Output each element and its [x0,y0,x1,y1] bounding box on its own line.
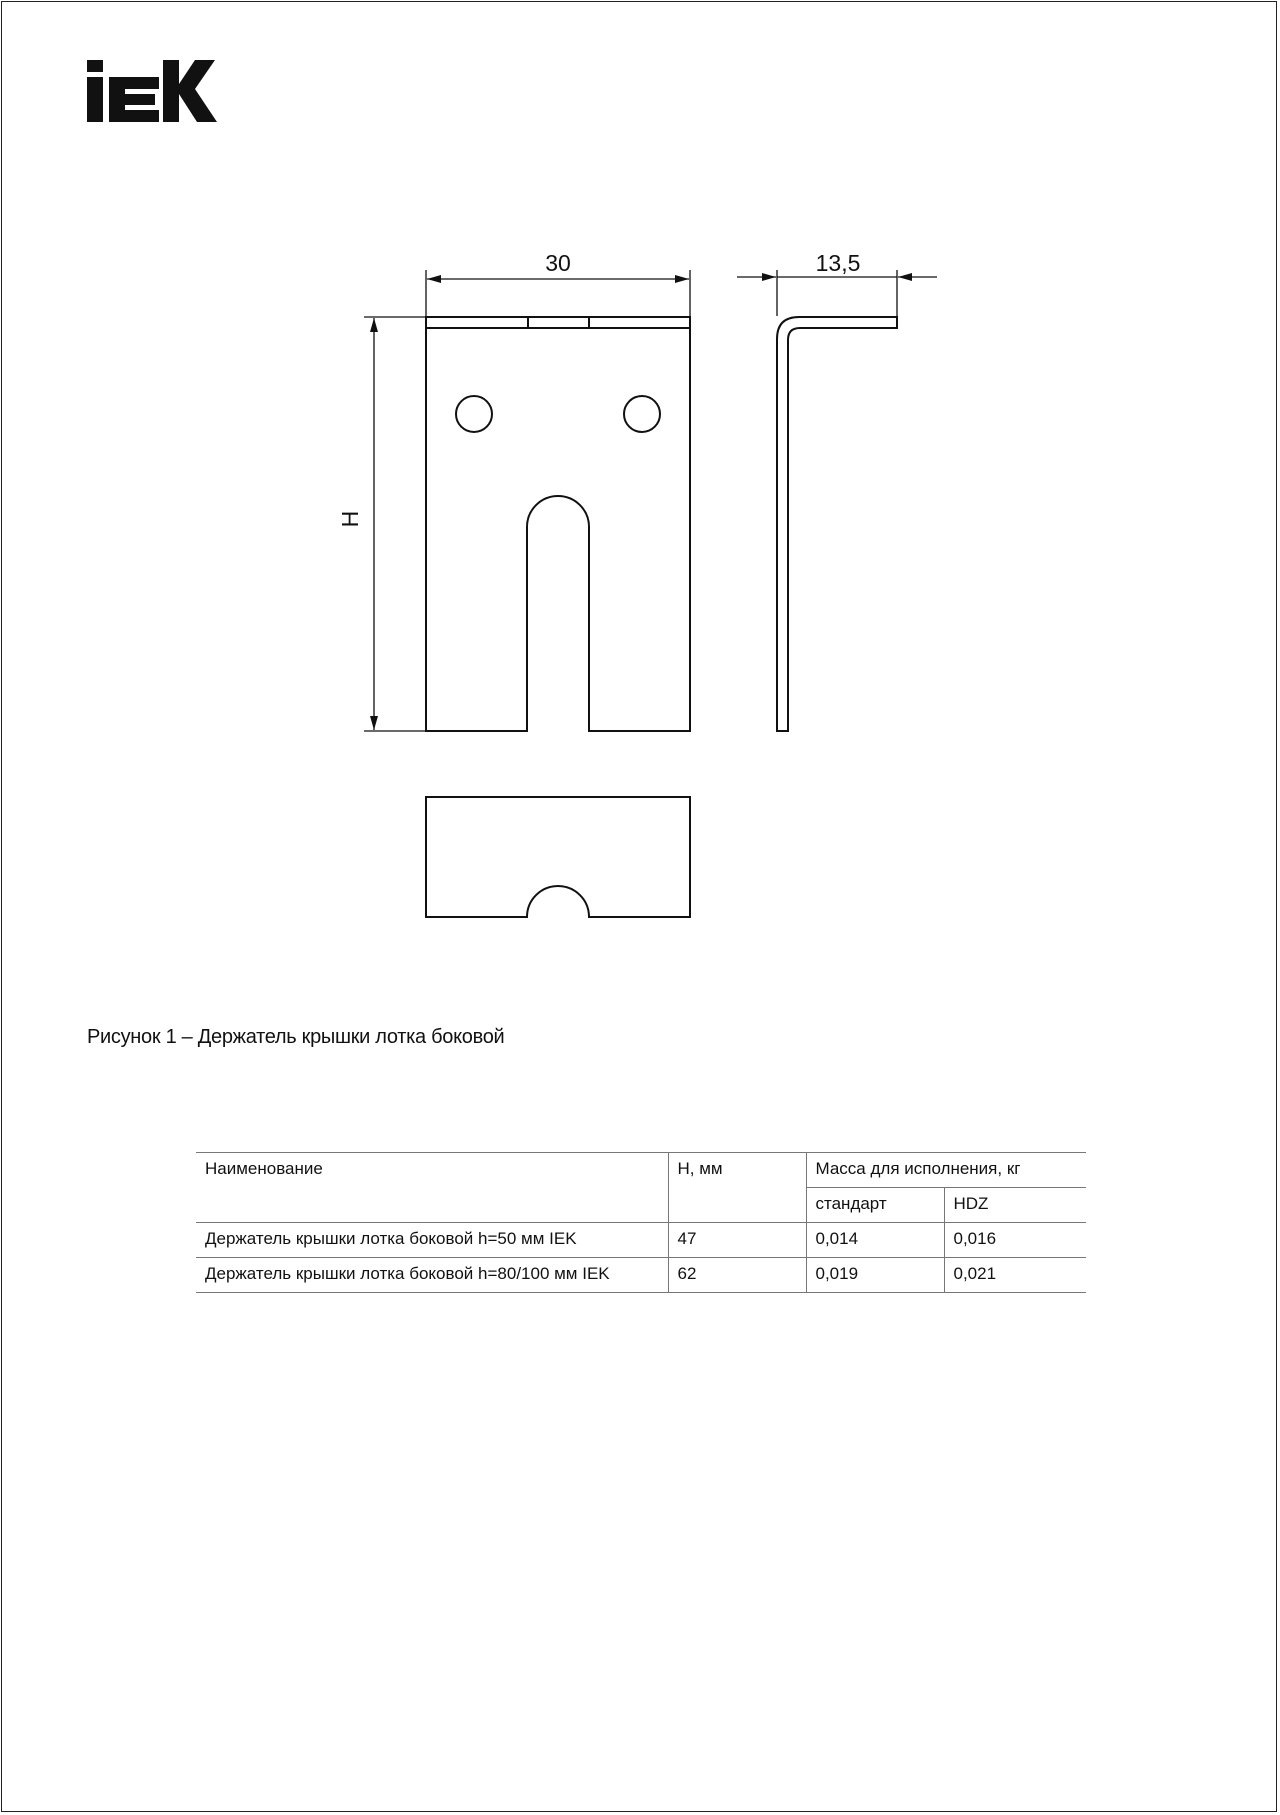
mounting-hole-left [456,396,492,432]
mounting-hole-right [624,396,660,432]
header-standard: стандарт [806,1188,944,1223]
row-height: 47 [668,1223,806,1258]
row-mass-standard: 0,014 [806,1223,944,1258]
depth-dimension-label: 13,5 [815,250,861,276]
bottom-view-outline [426,797,690,917]
row-name: Держатель крышки лотка боковой h=80/100 мм IEK [196,1258,668,1293]
header-hdz: HDZ [944,1188,1086,1223]
row-name: Держатель крышки лотка боковой h=50 мм IEK [196,1223,668,1258]
height-dimension-label: H [337,510,363,528]
table-row [196,1223,1086,1258]
table-header-row [196,1153,1086,1188]
header-name: Наименование [196,1153,668,1223]
row-mass-hdz: 0,016 [944,1223,1086,1258]
row-mass-hdz: 0,021 [944,1258,1086,1293]
width-dimension-label: 30 [545,250,571,276]
side-view-outline [777,317,897,731]
table-row [196,1258,1086,1293]
specification-table [196,1152,1086,1293]
front-view-outline [426,317,690,731]
row-mass-standard: 0,019 [806,1258,944,1293]
header-height: H, мм [668,1153,806,1223]
header-mass: Масса для исполнения, кг [806,1153,1086,1188]
row-height: 62 [668,1258,806,1293]
figure-caption: Рисунок 1 – Держатель крышки лотка боковой [87,1026,505,1048]
